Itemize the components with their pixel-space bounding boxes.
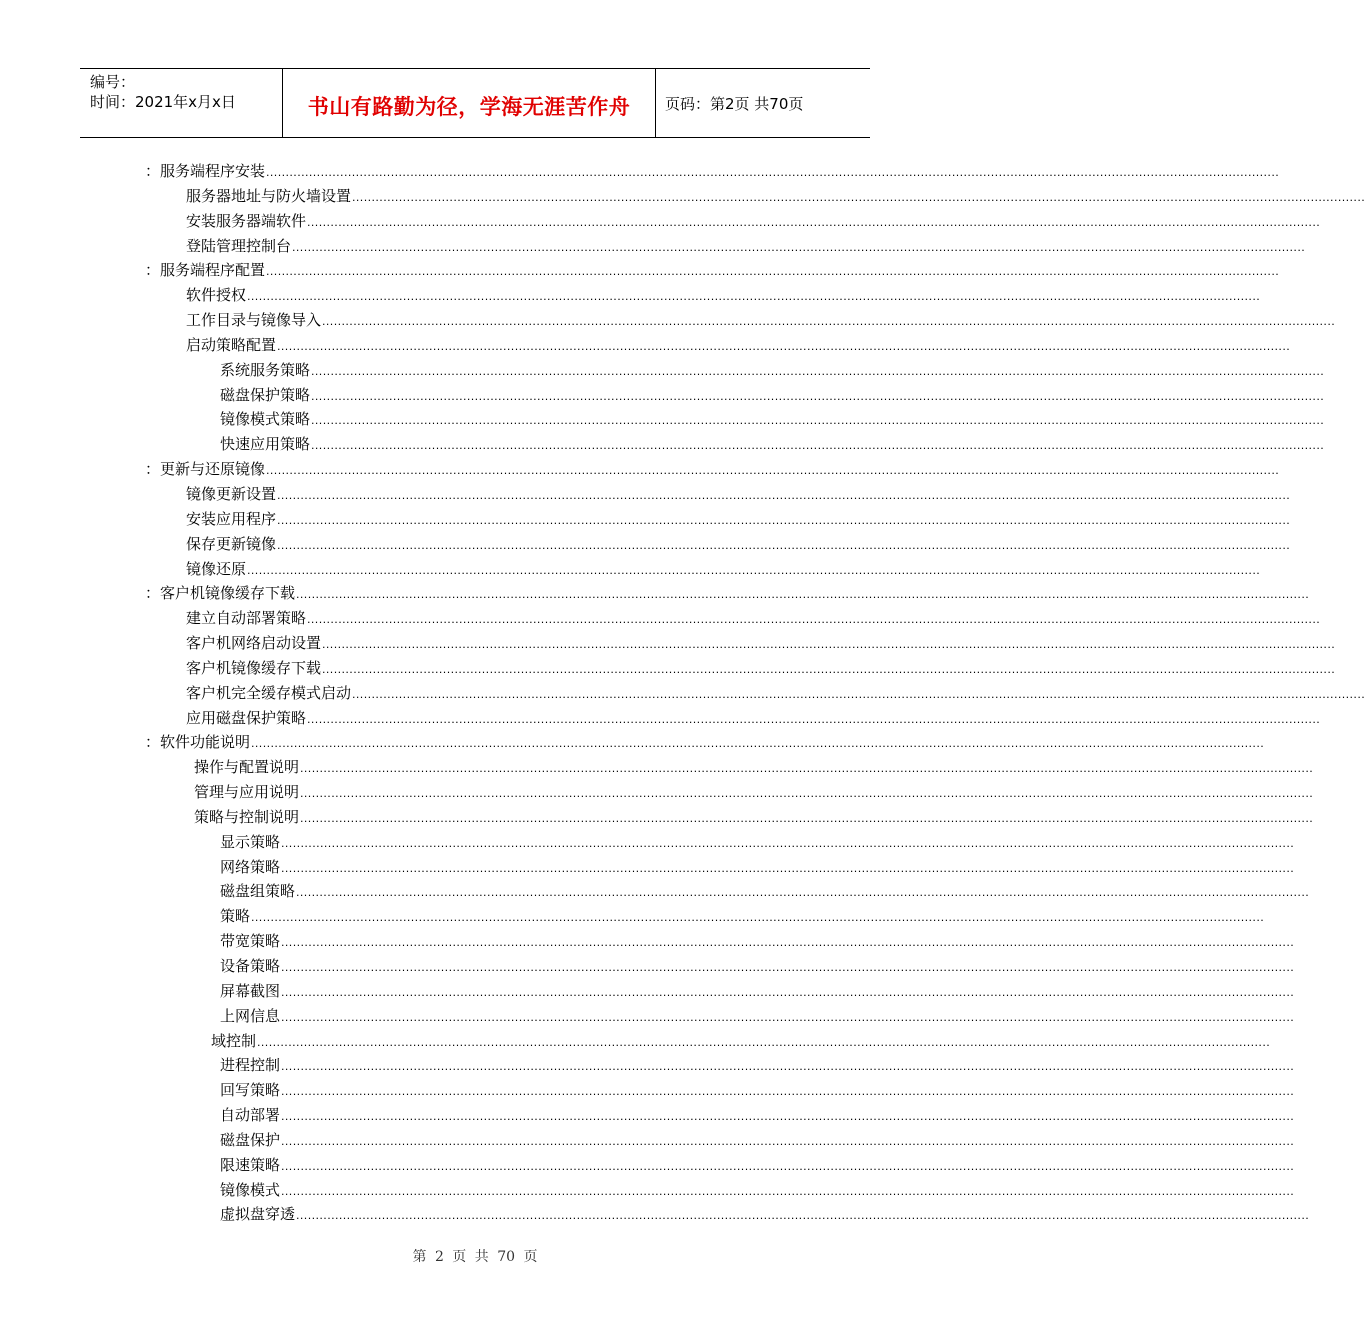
toc-entry-row xyxy=(220,857,1295,877)
toc-entry-row xyxy=(220,1080,1295,1100)
toc-entry-label: 应用磁盘保护策略 xyxy=(186,708,307,727)
toc-leader-dots: .................................................................................................................................................................................................................................................................... xyxy=(307,712,1321,726)
toc-entry[interactable] xyxy=(0,855,1295,880)
toc-entry-row xyxy=(186,509,1291,529)
toc-leader-dots: .................................................................................................................................................................................................................................................................... xyxy=(277,488,1291,502)
toc-leader-dots: .................................................................................................................................................................................................................................................................... xyxy=(251,911,1265,925)
toc-entry-label: ：服务端程序安装 xyxy=(145,162,266,180)
toc-entry[interactable] xyxy=(0,879,1310,904)
toc-entry[interactable] xyxy=(0,283,1261,308)
toc-entry-label: 虚拟盘穿透 xyxy=(220,1205,296,1224)
toc-entry-label: 磁盘组策略 xyxy=(220,882,296,901)
toc-entry[interactable] xyxy=(0,681,1365,706)
toc-entry-row xyxy=(220,1155,1295,1175)
toc-leader-dots: .................................................................................................................................................................................................................................................................... xyxy=(296,886,1310,900)
toc-entry[interactable] xyxy=(0,234,1306,259)
toc-entry[interactable] xyxy=(0,358,1325,383)
toc-leader-dots: .................................................................................................................................................................................................................................................................... xyxy=(311,439,1325,453)
toc-entry-row xyxy=(220,1105,1295,1125)
header-meta xyxy=(90,72,236,112)
toc-entry[interactable] xyxy=(0,1178,1295,1203)
toc-entry-label: 客户机完全缓存模式启动 xyxy=(186,683,352,702)
toc-leader-dots: .................................................................................................................................................................................................................................................................... xyxy=(281,936,1295,950)
toc-entry-label: 保存更新镜像 xyxy=(186,534,277,553)
toc-leader-dots: .................................................................................................................................................................................................................................................................... xyxy=(266,265,1280,279)
toc-entry-row xyxy=(220,832,1295,852)
toc-entry-row xyxy=(186,658,1336,678)
toc-entry-label: 安装应用程序 xyxy=(186,509,277,528)
toc-entry-row xyxy=(220,956,1295,976)
toc-entry[interactable] xyxy=(0,1153,1295,1178)
toc-entry-row xyxy=(186,608,1321,628)
toc-entry[interactable] xyxy=(0,457,1280,482)
toc-leader-dots: .................................................................................................................................................................................................................................................................... xyxy=(296,588,1310,602)
toc-leader-dots: .................................................................................................................................................................................................................................................................... xyxy=(281,985,1295,999)
toc-entry-row xyxy=(194,807,1314,827)
toc-entry-row xyxy=(186,236,1306,256)
toc-entry-row xyxy=(220,434,1325,454)
toc-entry[interactable] xyxy=(0,805,1314,830)
toc-entry[interactable] xyxy=(0,830,1295,855)
toc-entry[interactable] xyxy=(0,780,1314,805)
toc-entry[interactable] xyxy=(0,656,1336,681)
toc-leader-dots: .................................................................................................................................................................................................................................................................... xyxy=(352,190,1365,204)
toc-entry-label: 策略 xyxy=(220,907,251,926)
toc-entry-row xyxy=(186,484,1291,504)
toc-entry-row xyxy=(186,559,1261,579)
toc-entry-row xyxy=(220,409,1325,429)
toc-entry-label: 域控制 xyxy=(211,1031,257,1050)
toc-entry-row xyxy=(186,683,1365,703)
toc-leader-dots: .................................................................................................................................................................................................................................................................... xyxy=(307,613,1321,627)
toc-leader-dots: .................................................................................................................................................................................................................................................................... xyxy=(247,563,1261,577)
toc-entry-row xyxy=(186,708,1321,728)
toc-leader-dots: .................................................................................................................................................................................................................................................................... xyxy=(281,836,1295,850)
toc-entry-row xyxy=(194,757,1314,777)
toc-entry-row xyxy=(186,310,1336,330)
toc-entry[interactable] xyxy=(0,1029,1271,1054)
toc-entry-label: 镜像模式策略 xyxy=(220,410,311,429)
toc-entry-label: 软件授权 xyxy=(186,286,247,305)
toc-leader-dots: .................................................................................................................................................................................................................................................................... xyxy=(311,364,1325,378)
document-date: 时间：2021年x月x日 xyxy=(90,93,236,111)
toc-entry-row xyxy=(220,981,1295,1001)
toc-entry[interactable] xyxy=(0,979,1295,1004)
toc-leader-dots: .................................................................................................................................................................................................................................................................... xyxy=(266,464,1280,478)
toc-entry-label: 设备策略 xyxy=(220,957,281,975)
toc-entry-label: 自动部署 xyxy=(220,1106,281,1125)
toc-entry-row xyxy=(220,385,1325,405)
toc-leader-dots: .................................................................................................................................................................................................................................................................... xyxy=(257,1035,1271,1049)
toc-leader-dots: .................................................................................................................................................................................................................................................................... xyxy=(251,737,1265,751)
toc-entry-label: 屏幕截图 xyxy=(220,981,281,1000)
toc-entry[interactable] xyxy=(0,532,1291,557)
toc-entry-label: 管理与应用说明 xyxy=(194,783,300,802)
toc-entry-row xyxy=(145,161,1280,181)
toc-leader-dots: .................................................................................................................................................................................................................................................................... xyxy=(322,315,1336,329)
toc-entry[interactable] xyxy=(0,706,1321,731)
toc-entry-label: 显示策略 xyxy=(220,832,281,851)
toc-entry-row xyxy=(186,335,1291,355)
toc-leader-dots: .................................................................................................................................................................................................................................................................... xyxy=(292,240,1306,254)
toc-entry-row xyxy=(220,906,1265,926)
toc-entry[interactable] xyxy=(0,631,1336,656)
toc-entry[interactable] xyxy=(0,606,1321,631)
toc-entry[interactable] xyxy=(0,1078,1295,1103)
toc-leader-dots: .................................................................................................................................................................................................................................................................... xyxy=(300,811,1314,825)
toc-entry-row xyxy=(211,1031,1271,1051)
toc-leader-dots: .................................................................................................................................................................................................................................................................... xyxy=(281,1159,1295,1173)
toc-entry-row xyxy=(220,1055,1295,1075)
toc-entry-label: 策略与控制说明 xyxy=(194,807,300,826)
toc-leader-dots: .................................................................................................................................................................................................................................................................... xyxy=(281,1010,1295,1024)
toc-entry-label: 系统服务策略 xyxy=(220,360,311,379)
toc-leader-dots: .................................................................................................................................................................................................................................................................... xyxy=(300,762,1314,776)
toc-entry-label: 进程控制 xyxy=(220,1056,281,1075)
toc-entry-label: 回写策略 xyxy=(220,1081,281,1100)
header-divider xyxy=(655,69,656,137)
toc-leader-dots: .................................................................................................................................................................................................................................................................... xyxy=(266,166,1280,179)
toc-entry-label: 镜像模式 xyxy=(220,1180,281,1199)
toc-entry-row xyxy=(145,459,1280,479)
toc-entry[interactable] xyxy=(0,482,1291,507)
toc-entry[interactable] xyxy=(0,159,1280,184)
table-of-contents xyxy=(0,159,1365,1227)
toc-leader-dots: .................................................................................................................................................................................................................................................................... xyxy=(322,638,1336,652)
toc-entry-row xyxy=(186,211,1321,231)
toc-entry[interactable] xyxy=(0,1202,1310,1227)
toc-entry-label: 磁盘保护策略 xyxy=(220,385,311,404)
toc-entry-label: 建立自动部署策略 xyxy=(186,609,307,628)
toc-entry[interactable] xyxy=(0,432,1325,457)
toc-entry-row xyxy=(194,782,1314,802)
toc-leader-dots: .................................................................................................................................................................................................................................................................... xyxy=(311,414,1325,428)
toc-entry-label: ：客户机镜像缓存下载 xyxy=(145,584,296,603)
toc-entry[interactable] xyxy=(0,557,1261,582)
toc-entry-row xyxy=(186,285,1261,305)
toc-entry-label: ：更新与还原镜像 xyxy=(145,460,266,479)
toc-entry-label: 带宽策略 xyxy=(220,932,281,951)
toc-entry[interactable] xyxy=(0,581,1310,606)
toc-entry-label: 镜像还原 xyxy=(186,559,247,578)
toc-entry-label: 网络策略 xyxy=(220,857,281,876)
toc-entry[interactable] xyxy=(0,1004,1295,1029)
toc-leader-dots: .................................................................................................................................................................................................................................................................... xyxy=(281,1184,1295,1198)
toc-leader-dots: .................................................................................................................................................................................................................................................................... xyxy=(281,961,1295,974)
toc-entry-row xyxy=(220,1204,1310,1224)
header-page-number: 页码：第2页 共70页 xyxy=(665,95,804,113)
toc-entry[interactable] xyxy=(0,755,1314,780)
toc-entry-label: 安装服务器端软件 xyxy=(186,211,307,230)
toc-leader-dots: .................................................................................................................................................................................................................................................................... xyxy=(281,861,1295,875)
toc-entry-label: ：服务端程序配置 xyxy=(145,261,266,280)
toc-entry[interactable] xyxy=(0,407,1325,432)
toc-leader-dots: .................................................................................................................................................................................................................................................................... xyxy=(247,290,1261,304)
toc-leader-dots: .................................................................................................................................................................................................................................................................... xyxy=(281,1134,1295,1148)
toc-entry-label: 操作与配置说明 xyxy=(194,758,300,777)
toc-entry-label: 启动策略配置 xyxy=(186,335,277,354)
toc-entry-row xyxy=(186,186,1365,206)
toc-entry[interactable] xyxy=(0,929,1295,954)
toc-entry-row xyxy=(220,1130,1295,1150)
toc-entry[interactable] xyxy=(0,184,1365,209)
toc-leader-dots: .................................................................................................................................................................................................................................................................... xyxy=(296,1209,1310,1223)
toc-entry[interactable] xyxy=(0,383,1325,408)
toc-entry[interactable] xyxy=(0,258,1280,283)
toc-entry-row xyxy=(186,534,1291,554)
toc-entry-label: 工作目录与镜像导入 xyxy=(186,311,322,330)
toc-leader-dots: .................................................................................................................................................................................................................................................................... xyxy=(281,1085,1295,1099)
toc-leader-dots: .................................................................................................................................................................................................................................................................... xyxy=(322,662,1336,676)
toc-entry[interactable] xyxy=(0,730,1265,755)
toc-entry[interactable] xyxy=(0,308,1336,333)
toc-entry-label: 登陆管理控制台 xyxy=(186,236,292,255)
toc-leader-dots: .................................................................................................................................................................................................................................................................... xyxy=(277,339,1291,353)
document-number-label: 编号： xyxy=(90,73,136,91)
toc-entry-label: 客户机网络启动设置 xyxy=(186,634,322,653)
toc-entry-label: 快速应用策略 xyxy=(220,435,311,454)
toc-entry-row xyxy=(186,633,1336,653)
toc-entry[interactable] xyxy=(0,1103,1295,1128)
toc-entry-row xyxy=(220,1180,1295,1200)
page-header xyxy=(80,68,870,138)
toc-entry[interactable] xyxy=(0,333,1291,358)
toc-leader-dots: .................................................................................................................................................................................................................................................................... xyxy=(277,538,1291,552)
toc-entry-row xyxy=(145,732,1265,752)
toc-entry-label: 镜像更新设置 xyxy=(186,484,277,503)
toc-leader-dots: .................................................................................................................................................................................................................................................................... xyxy=(277,513,1291,527)
toc-entry[interactable] xyxy=(0,209,1321,234)
toc-entry-row xyxy=(220,881,1310,901)
toc-entry-label: 限速策略 xyxy=(220,1155,281,1174)
toc-entry[interactable] xyxy=(0,507,1291,532)
toc-entry-row xyxy=(220,931,1295,951)
page-footer: 第 2 页 共 70 页 xyxy=(412,1249,538,1265)
toc-entry[interactable] xyxy=(0,954,1295,979)
toc-entry-label: 磁盘保护 xyxy=(220,1130,281,1149)
toc-entry-label: ：软件功能说明 xyxy=(145,733,251,752)
toc-entry-label: 上网信息 xyxy=(220,1006,281,1025)
toc-leader-dots: .................................................................................................................................................................................................................................................................... xyxy=(311,389,1325,403)
toc-leader-dots: .................................................................................................................................................................................................................................................................... xyxy=(307,215,1321,229)
toc-entry-row xyxy=(145,260,1280,280)
toc-entry[interactable] xyxy=(0,1128,1295,1153)
toc-entry-label: 客户机镜像缓存下载 xyxy=(186,658,322,677)
toc-entry[interactable] xyxy=(0,904,1265,929)
toc-leader-dots: .................................................................................................................................................................................................................................................................... xyxy=(281,1060,1295,1074)
header-motto: 书山有路勤为径，学海无涯苦作舟 xyxy=(307,95,631,119)
toc-leader-dots: .................................................................................................................................................................................................................................................................... xyxy=(281,1110,1295,1124)
toc-entry-row xyxy=(220,360,1325,380)
toc-leader-dots: .................................................................................................................................................................................................................................................................... xyxy=(300,787,1314,801)
toc-entry-row xyxy=(220,1006,1295,1026)
toc-entry[interactable] xyxy=(0,1053,1295,1078)
toc-leader-dots: .................................................................................................................................................................................................................................................................... xyxy=(352,687,1365,701)
toc-entry-row xyxy=(145,583,1310,603)
toc-entry-label: 服务器地址与防火墙设置 xyxy=(186,186,352,205)
